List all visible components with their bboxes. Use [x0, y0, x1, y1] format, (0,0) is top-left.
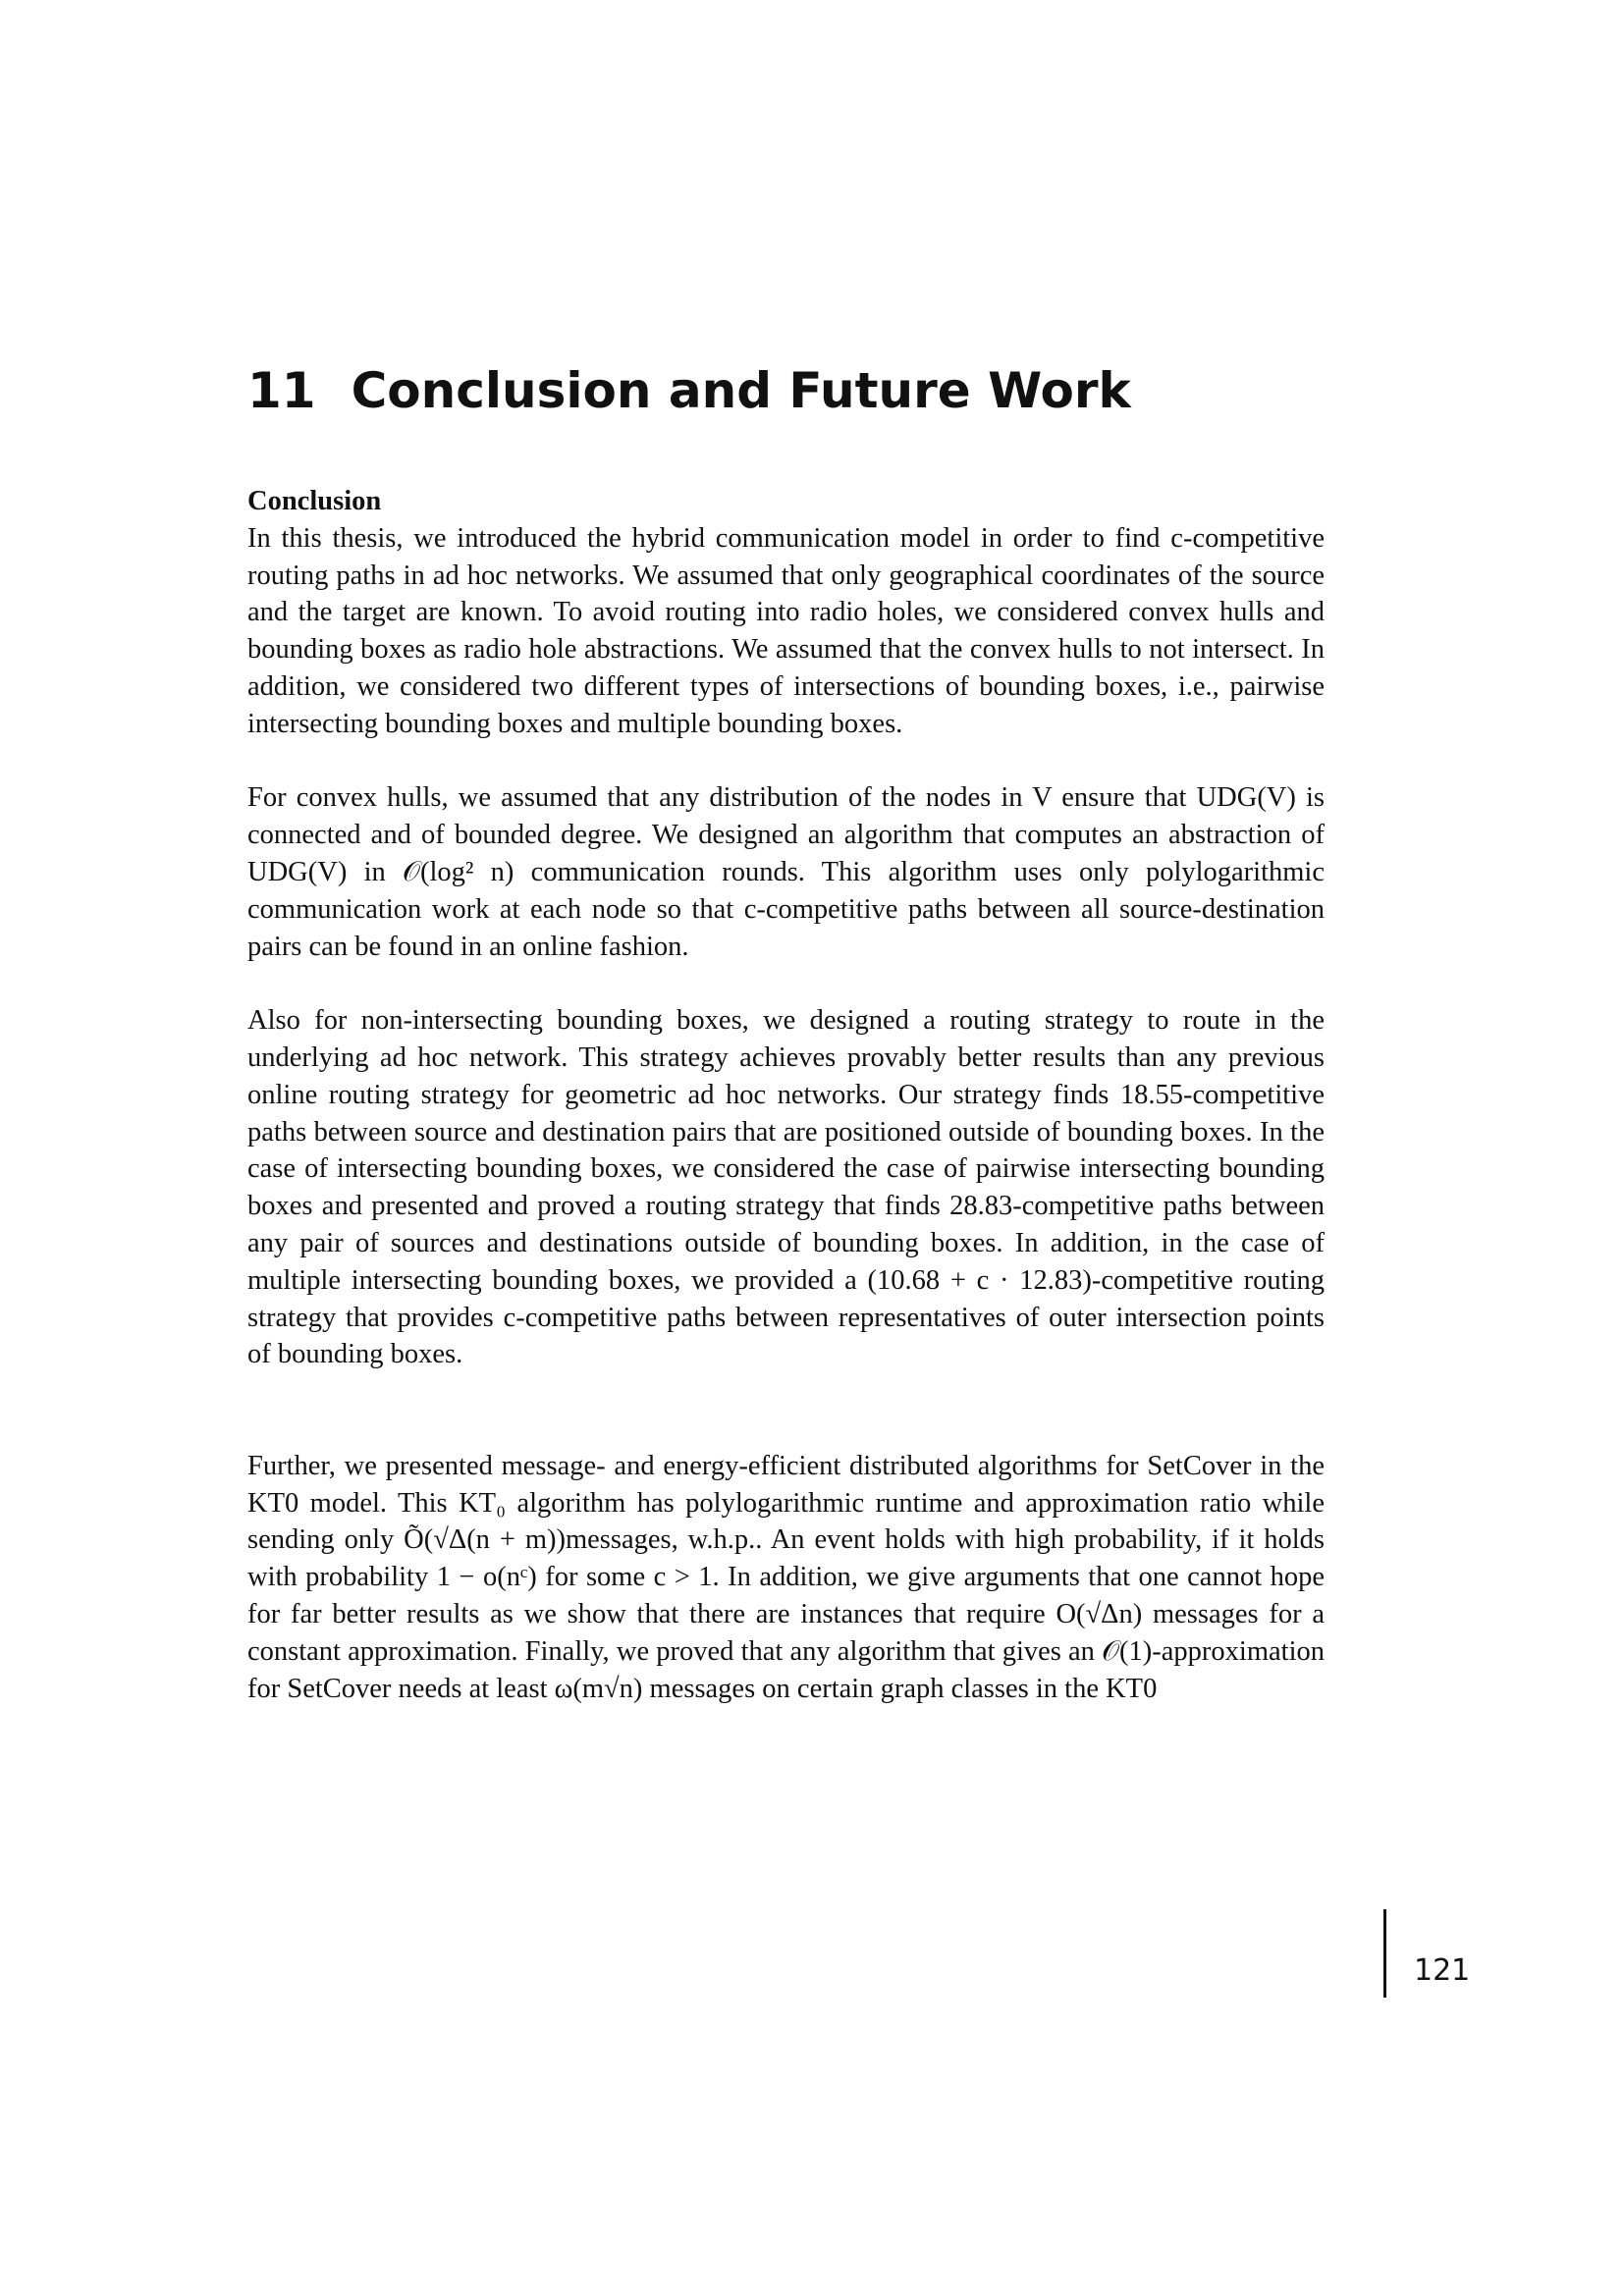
paragraph-spacer — [247, 743, 1325, 780]
paragraph-bounding-boxes: Also for non-intersecting bounding boxes, we designed a routing strategy to route in the underlying ad hoc network. This strategy achieves provably better results than any previous online routing strategy for geometric ad hoc networks. Our strategy finds 18.55-competitive paths between source and destination pairs that are positioned outside of bounding boxes. In the case of intersecting bounding boxes, we considered the case of pairwise intersecting bounding boxes and presented and proved a routing strategy that finds 28.83-competitive paths between any pair of sources and destinations outside of bounding boxes. In addition, in the case of multiple intersecting bounding boxes, we provided a (10.68 + c · 12.83)-competitive routing strategy that provides c-competitive paths between representatives of outer intersection points of bounding boxes. — [247, 1005, 1325, 1370]
chapter-title — [247, 361, 1131, 420]
section-heading: Conclusion — [247, 486, 382, 516]
chapter-number: 11 — [247, 362, 316, 419]
body-text — [247, 483, 1325, 1707]
paragraph-setcover: Further, we presented message- and energy-efficient distributed algorithms for SetCover in the KT0 model. This KT₀ algorithm has polylogarithmic runtime and approximation ratio while sending only Õ(√Δ(n + m))messages, w.h.p.. An event holds with high probability, if it holds with probability 1 − o(nᶜ) for some c > 1. In addition, we give arguments that one cannot hope for far better results as we show that there are instances that require O(√Δn) messages for a constant approximation. Finally, we proved that any algorithm that gives an 𝒪(1)-approximation for SetCover needs at least ω(m√n) messages on certain graph classes in the KT0 — [247, 1450, 1325, 1704]
paragraph-spacer — [247, 1373, 1325, 1448]
chapter-title-text: Conclusion and Future Work — [351, 362, 1131, 419]
page-number-rule — [1383, 1909, 1386, 1998]
paragraph-intro: In this thesis, we introduced the hybrid communication model in order to find c-competitive routing paths in ad hoc networks. We assumed that only geographical coordinates of the source and the target are known. To avoid routing into radio holes, we considered convex hulls and bounding boxes as radio hole abstractions. We assumed that the convex hulls to not intersect. In addition, we considered two different types of intersections of bounding boxes, i.e., pairwise intersecting bounding boxes and multiple bounding boxes. — [247, 522, 1325, 739]
paragraph-spacer — [247, 965, 1325, 1002]
paragraph-convex-hulls: For convex hulls, we assumed that any distribution of the nodes in V ensure that UDG(V) is connected and of bounded degree. We designed an algorithm that computes an abstraction of UDG(V) in 𝒪(log² n) communication rounds. This algorithm uses only polylogarithmic communication work at each node so that c-competitive paths between all source-destination pairs can be found in an online fashion. — [247, 782, 1325, 962]
page-number: 121 — [1414, 1953, 1471, 1988]
